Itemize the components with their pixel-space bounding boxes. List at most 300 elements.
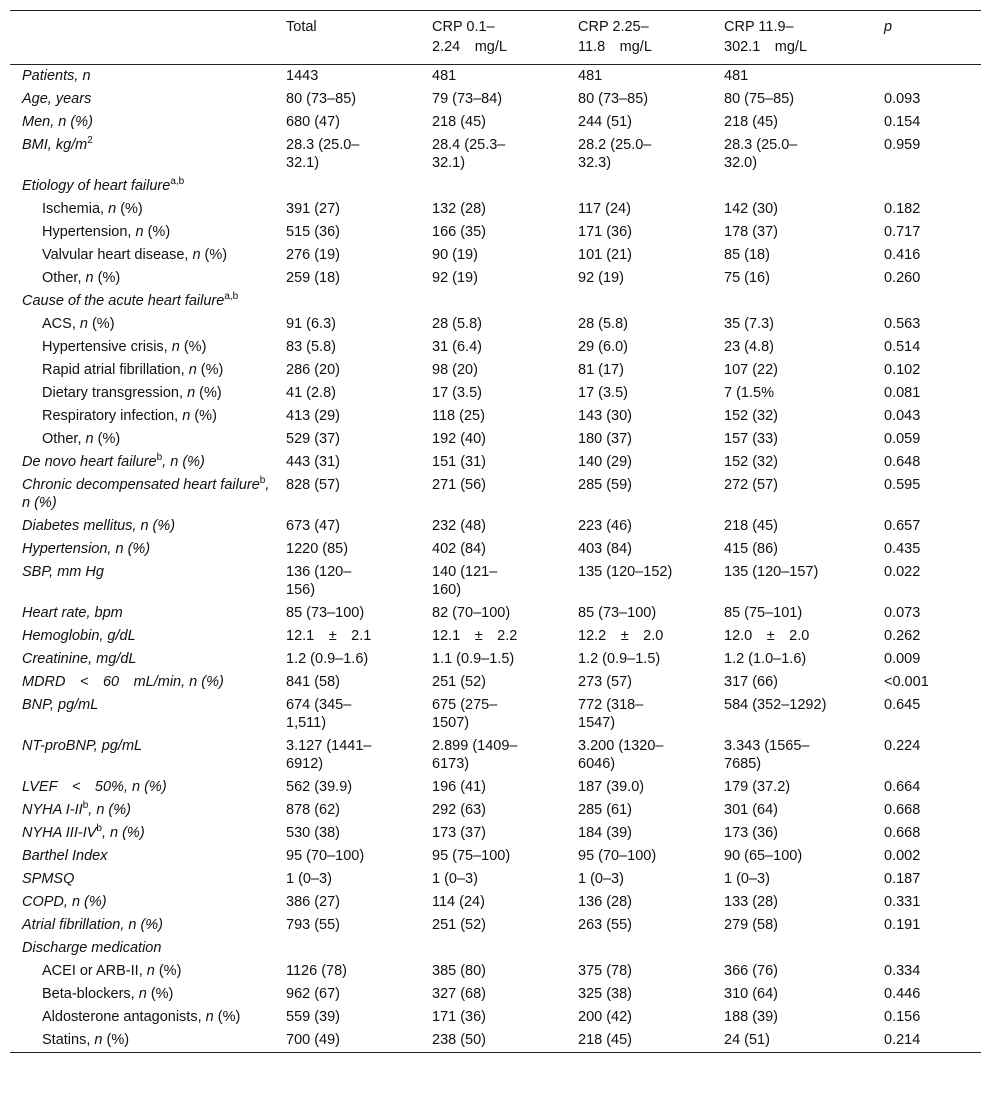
row-label bbox=[10, 735, 286, 776]
value-cell: 530 (38) bbox=[286, 825, 341, 841]
value-cell: 85 (73–100) bbox=[286, 605, 365, 621]
value-cell: 24 (51) bbox=[724, 1032, 770, 1048]
row-label-text: Hypertension, n (%) bbox=[22, 541, 151, 557]
row-label bbox=[10, 111, 286, 134]
row-label bbox=[10, 960, 286, 983]
value-cell: 1 (0–3) bbox=[286, 871, 332, 887]
value-cell: 680 (47) bbox=[286, 114, 341, 130]
row-label-text: Diabetes mellitus, n (%) bbox=[22, 518, 176, 534]
value-cell: 95 (70–100) bbox=[578, 848, 657, 864]
p-value-cell: 0.446 bbox=[884, 986, 921, 1002]
row-label bbox=[10, 845, 286, 868]
value-cell: 375 (78) bbox=[578, 963, 633, 979]
row-label bbox=[10, 648, 286, 671]
header-total: Total bbox=[286, 19, 317, 35]
table-row bbox=[10, 382, 981, 405]
row-label bbox=[10, 405, 286, 428]
value-cell: 151 (31) bbox=[432, 454, 487, 470]
value-cell bbox=[432, 175, 578, 198]
table-row bbox=[10, 868, 981, 891]
value-cell bbox=[286, 175, 432, 198]
row-label-text: BMI, kg/m bbox=[22, 137, 88, 153]
row-label-text: Valvular heart disease, n (%) bbox=[42, 247, 228, 263]
row-label-text: ACS, n (%) bbox=[42, 316, 115, 332]
value-cell: 136 (120– 156) bbox=[286, 564, 352, 598]
row-label bbox=[10, 65, 286, 89]
row-label-text: Etiology of heart failure bbox=[22, 178, 171, 194]
row-label-suffix: , n (%) bbox=[101, 825, 145, 841]
value-cell: 143 (30) bbox=[578, 408, 633, 424]
value-cell: 218 (45) bbox=[578, 1032, 633, 1048]
value-cell: 962 (67) bbox=[286, 986, 341, 1002]
value-cell: 391 (27) bbox=[286, 201, 341, 217]
value-cell: 232 (48) bbox=[432, 518, 487, 534]
value-cell: 114 (24) bbox=[432, 894, 485, 910]
table-row bbox=[10, 983, 981, 1006]
value-cell bbox=[578, 937, 724, 960]
value-cell bbox=[724, 290, 884, 313]
value-cell bbox=[578, 175, 724, 198]
value-cell: 179 (37.2) bbox=[724, 779, 791, 795]
footnote-marker: b bbox=[259, 475, 266, 487]
table-row bbox=[10, 1006, 981, 1029]
table-row bbox=[10, 845, 981, 868]
value-cell: 178 (37) bbox=[724, 224, 779, 240]
value-cell: 28 (5.8) bbox=[432, 316, 482, 332]
value-cell: 2.899 (1409– 6173) bbox=[432, 738, 518, 772]
value-cell: 81 (17) bbox=[578, 362, 624, 378]
row-label bbox=[10, 515, 286, 538]
p-value-cell: <0.001 bbox=[884, 674, 929, 690]
p-value-cell: 0.214 bbox=[884, 1032, 921, 1048]
table-row bbox=[10, 428, 981, 451]
p-value-cell: 0.648 bbox=[884, 454, 921, 470]
value-cell: 28.2 (25.0– 32.3) bbox=[578, 137, 652, 171]
table-row bbox=[10, 776, 981, 799]
value-cell: 1126 (78) bbox=[286, 963, 347, 979]
value-cell: 192 (40) bbox=[432, 431, 487, 447]
p-value-cell: 0.657 bbox=[884, 518, 921, 534]
row-label-text: ACEI or ARB-II, n (%) bbox=[42, 963, 182, 979]
row-label-text: De novo heart failure bbox=[22, 454, 157, 470]
value-cell: 135 (120–152) bbox=[578, 564, 673, 580]
row-label-text: Discharge medication bbox=[22, 940, 162, 956]
value-cell: 133 (28) bbox=[724, 894, 779, 910]
value-cell: 3.127 (1441– 6912) bbox=[286, 738, 372, 772]
value-cell: 92 (19) bbox=[432, 270, 478, 286]
value-cell bbox=[286, 290, 432, 313]
value-cell: 276 (19) bbox=[286, 247, 341, 263]
value-cell: 12.1 ± 2.1 bbox=[286, 628, 372, 644]
value-cell: 200 (42) bbox=[578, 1009, 633, 1025]
table-row bbox=[10, 515, 981, 538]
table-row bbox=[10, 602, 981, 625]
value-cell: 41 (2.8) bbox=[286, 385, 336, 401]
row-label-text: COPD, n (%) bbox=[22, 894, 107, 910]
row-label bbox=[10, 290, 286, 313]
value-cell: 317 (66) bbox=[724, 674, 779, 690]
value-cell: 101 (21) bbox=[578, 247, 633, 263]
value-cell: 244 (51) bbox=[578, 114, 633, 130]
table-row bbox=[10, 221, 981, 244]
value-cell: 152 (32) bbox=[724, 408, 779, 424]
row-label bbox=[10, 694, 286, 735]
row-label bbox=[10, 451, 286, 474]
p-value-cell: 0.043 bbox=[884, 408, 921, 424]
value-cell: 584 (352–1292) bbox=[724, 697, 827, 713]
row-label bbox=[10, 244, 286, 267]
value-cell bbox=[724, 175, 884, 198]
value-cell: 142 (30) bbox=[724, 201, 779, 217]
value-cell: 75 (16) bbox=[724, 270, 770, 286]
row-label bbox=[10, 914, 286, 937]
p-value-cell: 0.514 bbox=[884, 339, 921, 355]
table-row bbox=[10, 735, 981, 776]
value-cell: 187 (39.0) bbox=[578, 779, 645, 795]
value-cell: 279 (58) bbox=[724, 917, 779, 933]
row-label-text: Hemoglobin, g/dL bbox=[22, 628, 136, 644]
value-cell: 286 (20) bbox=[286, 362, 341, 378]
row-label-text: Dietary transgression, n (%) bbox=[42, 385, 222, 401]
value-cell: 157 (33) bbox=[724, 431, 779, 447]
value-cell bbox=[724, 937, 884, 960]
row-label bbox=[10, 198, 286, 221]
value-cell: 118 (25) bbox=[432, 408, 485, 424]
table-row bbox=[10, 267, 981, 290]
value-cell: 273 (57) bbox=[578, 674, 633, 690]
p-value-cell bbox=[884, 65, 981, 89]
footnote-marker: b bbox=[96, 823, 102, 835]
value-cell: 80 (75–85) bbox=[724, 91, 795, 107]
table-row bbox=[10, 822, 981, 845]
row-label bbox=[10, 538, 286, 561]
value-cell: 562 (39.9) bbox=[286, 779, 353, 795]
value-cell: 80 (73–85) bbox=[578, 91, 649, 107]
row-label bbox=[10, 134, 286, 175]
row-label bbox=[10, 474, 286, 515]
header-crp-high: CRP 11.9– 302.1 mg/L bbox=[724, 19, 808, 55]
p-value-cell: 0.009 bbox=[884, 651, 921, 667]
value-cell: 90 (65–100) bbox=[724, 848, 803, 864]
value-cell: 82 (70–100) bbox=[432, 605, 511, 621]
table-row bbox=[10, 175, 981, 198]
value-cell: 173 (37) bbox=[432, 825, 487, 841]
value-cell: 132 (28) bbox=[432, 201, 487, 217]
p-value-cell: 0.334 bbox=[884, 963, 921, 979]
table-row bbox=[10, 937, 981, 960]
row-label-text: NYHA III-IV bbox=[22, 825, 97, 841]
p-value-cell: 0.717 bbox=[884, 224, 921, 240]
p-value-cell: 0.645 bbox=[884, 697, 921, 713]
value-cell: 1 (0–3) bbox=[432, 871, 478, 887]
table-row bbox=[10, 561, 981, 602]
row-label-text: Rapid atrial fibrillation, n (%) bbox=[42, 362, 224, 378]
value-cell bbox=[286, 937, 432, 960]
value-cell: 1.2 (1.0–1.6) bbox=[724, 651, 807, 667]
value-cell: 136 (28) bbox=[578, 894, 633, 910]
value-cell: 259 (18) bbox=[286, 270, 341, 286]
row-label bbox=[10, 221, 286, 244]
value-cell: 700 (49) bbox=[286, 1032, 341, 1048]
value-cell: 529 (37) bbox=[286, 431, 341, 447]
row-label bbox=[10, 1029, 286, 1053]
table-row bbox=[10, 891, 981, 914]
row-label-text: Chronic decompensated heart failure bbox=[22, 477, 260, 493]
footnote-marker: a,b bbox=[170, 176, 185, 188]
p-value-cell bbox=[884, 290, 981, 313]
value-cell: 251 (52) bbox=[432, 917, 487, 933]
table-row bbox=[10, 648, 981, 671]
p-value-cell: 0.059 bbox=[884, 431, 921, 447]
row-label-suffix: , n (%) bbox=[22, 477, 270, 511]
row-label bbox=[10, 868, 286, 891]
p-value-cell: 0.595 bbox=[884, 477, 921, 493]
value-cell: 28.4 (25.3– 32.1) bbox=[432, 137, 506, 171]
row-label-suffix: , n (%) bbox=[162, 454, 205, 470]
row-label bbox=[10, 891, 286, 914]
table-row bbox=[10, 405, 981, 428]
value-cell bbox=[578, 290, 724, 313]
value-cell: 3.200 (1320– 6046) bbox=[578, 738, 664, 772]
row-label-text: Statins, n (%) bbox=[42, 1032, 130, 1048]
p-value-cell: 0.081 bbox=[884, 385, 921, 401]
value-cell: 772 (318– 1547) bbox=[578, 697, 644, 731]
value-cell: 481 bbox=[432, 68, 457, 84]
value-cell: 443 (31) bbox=[286, 454, 341, 470]
row-label bbox=[10, 1006, 286, 1029]
row-label-text: Heart rate, bpm bbox=[22, 605, 123, 621]
value-cell: 292 (63) bbox=[432, 802, 487, 818]
value-cell: 1.2 (0.9–1.6) bbox=[286, 651, 369, 667]
value-cell bbox=[432, 937, 578, 960]
row-label-text: Ischemia, n (%) bbox=[42, 201, 143, 217]
p-value-cell: 0.182 bbox=[884, 201, 921, 217]
row-label-text: Creatinine, mg/dL bbox=[22, 651, 137, 667]
value-cell: 23 (4.8) bbox=[724, 339, 774, 355]
value-cell: 310 (64) bbox=[724, 986, 779, 1002]
p-value-cell: 0.022 bbox=[884, 564, 921, 580]
header-blank bbox=[10, 11, 286, 65]
row-label-text: Cause of the acute heart failure bbox=[22, 293, 225, 309]
p-value-cell: 0.073 bbox=[884, 605, 921, 621]
value-cell: 85 (75–101) bbox=[724, 605, 803, 621]
p-value-cell: 0.191 bbox=[884, 917, 921, 933]
row-label-text: Barthel Index bbox=[22, 848, 108, 864]
p-value-cell: 0.435 bbox=[884, 541, 921, 557]
value-cell: 107 (22) bbox=[724, 362, 779, 378]
p-value-cell: 0.224 bbox=[884, 738, 921, 754]
value-cell: 117 (24) bbox=[578, 201, 631, 217]
row-label-text: NYHA I-II bbox=[22, 802, 83, 818]
value-cell: 12.2 ± 2.0 bbox=[578, 628, 664, 644]
p-value-cell: 0.260 bbox=[884, 270, 921, 286]
value-cell: 674 (345– 1,511) bbox=[286, 697, 352, 731]
table-row bbox=[10, 474, 981, 515]
row-label-text: LVEF < 50%, n (%) bbox=[22, 779, 167, 795]
row-label-text: Patients, n bbox=[22, 68, 91, 84]
table-row bbox=[10, 625, 981, 648]
value-cell: 17 (3.5) bbox=[432, 385, 482, 401]
table-row bbox=[10, 960, 981, 983]
value-cell: 171 (36) bbox=[432, 1009, 487, 1025]
footnote-marker: a,b bbox=[224, 291, 239, 303]
table-row bbox=[10, 111, 981, 134]
value-cell: 196 (41) bbox=[432, 779, 487, 795]
row-label-text: Men, n (%) bbox=[22, 114, 93, 130]
value-cell: 98 (20) bbox=[432, 362, 478, 378]
row-label-text: Respiratory infection, n (%) bbox=[42, 408, 217, 424]
p-value-cell: 0.187 bbox=[884, 871, 921, 887]
value-cell: 90 (19) bbox=[432, 247, 478, 263]
table-header bbox=[10, 11, 981, 65]
value-cell: 878 (62) bbox=[286, 802, 341, 818]
value-cell: 272 (57) bbox=[724, 477, 779, 493]
row-label bbox=[10, 822, 286, 845]
row-label-text: Other, n (%) bbox=[42, 270, 121, 286]
row-label bbox=[10, 313, 286, 336]
value-cell: 140 (29) bbox=[578, 454, 633, 470]
value-cell: 218 (45) bbox=[724, 518, 779, 534]
p-value-cell: 0.668 bbox=[884, 825, 921, 841]
p-value-cell: 0.664 bbox=[884, 779, 921, 795]
value-cell: 301 (64) bbox=[724, 802, 779, 818]
table-row bbox=[10, 914, 981, 937]
value-cell: 325 (38) bbox=[578, 986, 633, 1002]
value-cell: 173 (36) bbox=[724, 825, 779, 841]
table-row bbox=[10, 1029, 981, 1053]
row-label bbox=[10, 799, 286, 822]
value-cell: 675 (275– 1507) bbox=[432, 697, 498, 731]
value-cell: 285 (59) bbox=[578, 477, 633, 493]
value-cell: 1220 (85) bbox=[286, 541, 349, 557]
table-body bbox=[10, 65, 981, 1053]
row-label-text: Other, n (%) bbox=[42, 431, 121, 447]
row-label bbox=[10, 336, 286, 359]
value-cell: 28.3 (25.0– 32.1) bbox=[286, 137, 360, 171]
row-label bbox=[10, 175, 286, 198]
p-value-cell: 0.002 bbox=[884, 848, 921, 864]
value-cell: 92 (19) bbox=[578, 270, 624, 286]
row-label bbox=[10, 561, 286, 602]
row-label-text: Beta-blockers, n (%) bbox=[42, 986, 174, 1002]
value-cell: 238 (50) bbox=[432, 1032, 487, 1048]
row-label-text: Hypertensive crisis, n (%) bbox=[42, 339, 207, 355]
value-cell: 223 (46) bbox=[578, 518, 633, 534]
table-row bbox=[10, 799, 981, 822]
row-label-text: Hypertension, n (%) bbox=[42, 224, 171, 240]
value-cell: 28.3 (25.0– 32.0) bbox=[724, 137, 798, 171]
value-cell: 31 (6.4) bbox=[432, 339, 482, 355]
value-cell: 271 (56) bbox=[432, 477, 487, 493]
p-value-cell: 0.668 bbox=[884, 802, 921, 818]
value-cell: 385 (80) bbox=[432, 963, 487, 979]
header-crp-low: CRP 0.1– 2.24 mg/L bbox=[432, 19, 507, 55]
value-cell: 481 bbox=[578, 68, 603, 84]
value-cell: 673 (47) bbox=[286, 518, 341, 534]
row-label-text: NT-proBNP, pg/mL bbox=[22, 738, 143, 754]
row-label bbox=[10, 382, 286, 405]
header-p: p bbox=[884, 19, 893, 35]
value-cell: 218 (45) bbox=[432, 114, 487, 130]
p-value-cell: 0.959 bbox=[884, 137, 921, 153]
value-cell: 95 (70–100) bbox=[286, 848, 365, 864]
value-cell: 559 (39) bbox=[286, 1009, 341, 1025]
value-cell: 793 (55) bbox=[286, 917, 341, 933]
table-row bbox=[10, 134, 981, 175]
value-cell: 402 (84) bbox=[432, 541, 487, 557]
value-cell: 12.1 ± 2.2 bbox=[432, 628, 518, 644]
row-label-text: SPMSQ bbox=[22, 871, 75, 887]
data-table bbox=[10, 10, 981, 1053]
value-cell: 80 (73–85) bbox=[286, 91, 357, 107]
value-cell: 251 (52) bbox=[432, 674, 487, 690]
value-cell: 140 (121– 160) bbox=[432, 564, 498, 598]
value-cell: 366 (76) bbox=[724, 963, 779, 979]
value-cell: 386 (27) bbox=[286, 894, 341, 910]
value-cell: 1.2 (0.9–1.5) bbox=[578, 651, 661, 667]
footnote-marker: b bbox=[82, 800, 89, 812]
p-value-cell: 0.416 bbox=[884, 247, 921, 263]
row-label-text: Aldosterone antagonists, n (%) bbox=[42, 1009, 241, 1025]
footnote-marker: b bbox=[156, 452, 163, 464]
value-cell: 180 (37) bbox=[578, 431, 633, 447]
value-cell: 263 (55) bbox=[578, 917, 633, 933]
row-label bbox=[10, 983, 286, 1006]
table-container bbox=[10, 10, 981, 1053]
value-cell: 83 (5.8) bbox=[286, 339, 336, 355]
row-label-text: Atrial fibrillation, n (%) bbox=[22, 917, 164, 933]
footnote-marker: 2 bbox=[87, 135, 93, 147]
table-row bbox=[10, 198, 981, 221]
value-cell: 1 (0–3) bbox=[724, 871, 770, 887]
p-value-cell: 0.154 bbox=[884, 114, 921, 130]
value-cell: 35 (7.3) bbox=[724, 316, 774, 332]
p-value-cell bbox=[884, 175, 981, 198]
table-row bbox=[10, 244, 981, 267]
value-cell: 828 (57) bbox=[286, 477, 341, 493]
value-cell: 403 (84) bbox=[578, 541, 633, 557]
table-row bbox=[10, 671, 981, 694]
row-label bbox=[10, 428, 286, 451]
row-label-text: SBP, mm Hg bbox=[22, 564, 104, 580]
row-label bbox=[10, 776, 286, 799]
value-cell: 415 (86) bbox=[724, 541, 779, 557]
row-label-suffix: , n (%) bbox=[88, 802, 131, 818]
row-label bbox=[10, 359, 286, 382]
table-row bbox=[10, 359, 981, 382]
value-cell: 171 (36) bbox=[578, 224, 633, 240]
table-row bbox=[10, 451, 981, 474]
value-cell: 515 (36) bbox=[286, 224, 341, 240]
value-cell: 841 (58) bbox=[286, 674, 341, 690]
value-cell: 188 (39) bbox=[724, 1009, 779, 1025]
p-value-cell: 0.262 bbox=[884, 628, 921, 644]
value-cell: 3.343 (1565– 7685) bbox=[724, 738, 810, 772]
value-cell: 135 (120–157) bbox=[724, 564, 819, 580]
value-cell: 85 (73–100) bbox=[578, 605, 657, 621]
header-crp-mid: CRP 2.25– 11.8 mg/L bbox=[578, 19, 652, 55]
row-label bbox=[10, 602, 286, 625]
value-cell: 28 (5.8) bbox=[578, 316, 628, 332]
p-value-cell: 0.563 bbox=[884, 316, 921, 332]
value-cell bbox=[432, 290, 578, 313]
table-row bbox=[10, 88, 981, 111]
table-row bbox=[10, 290, 981, 313]
value-cell: 481 bbox=[724, 68, 749, 84]
value-cell: 1.1 (0.9–1.5) bbox=[432, 651, 515, 667]
row-label bbox=[10, 88, 286, 111]
value-cell: 152 (32) bbox=[724, 454, 779, 470]
